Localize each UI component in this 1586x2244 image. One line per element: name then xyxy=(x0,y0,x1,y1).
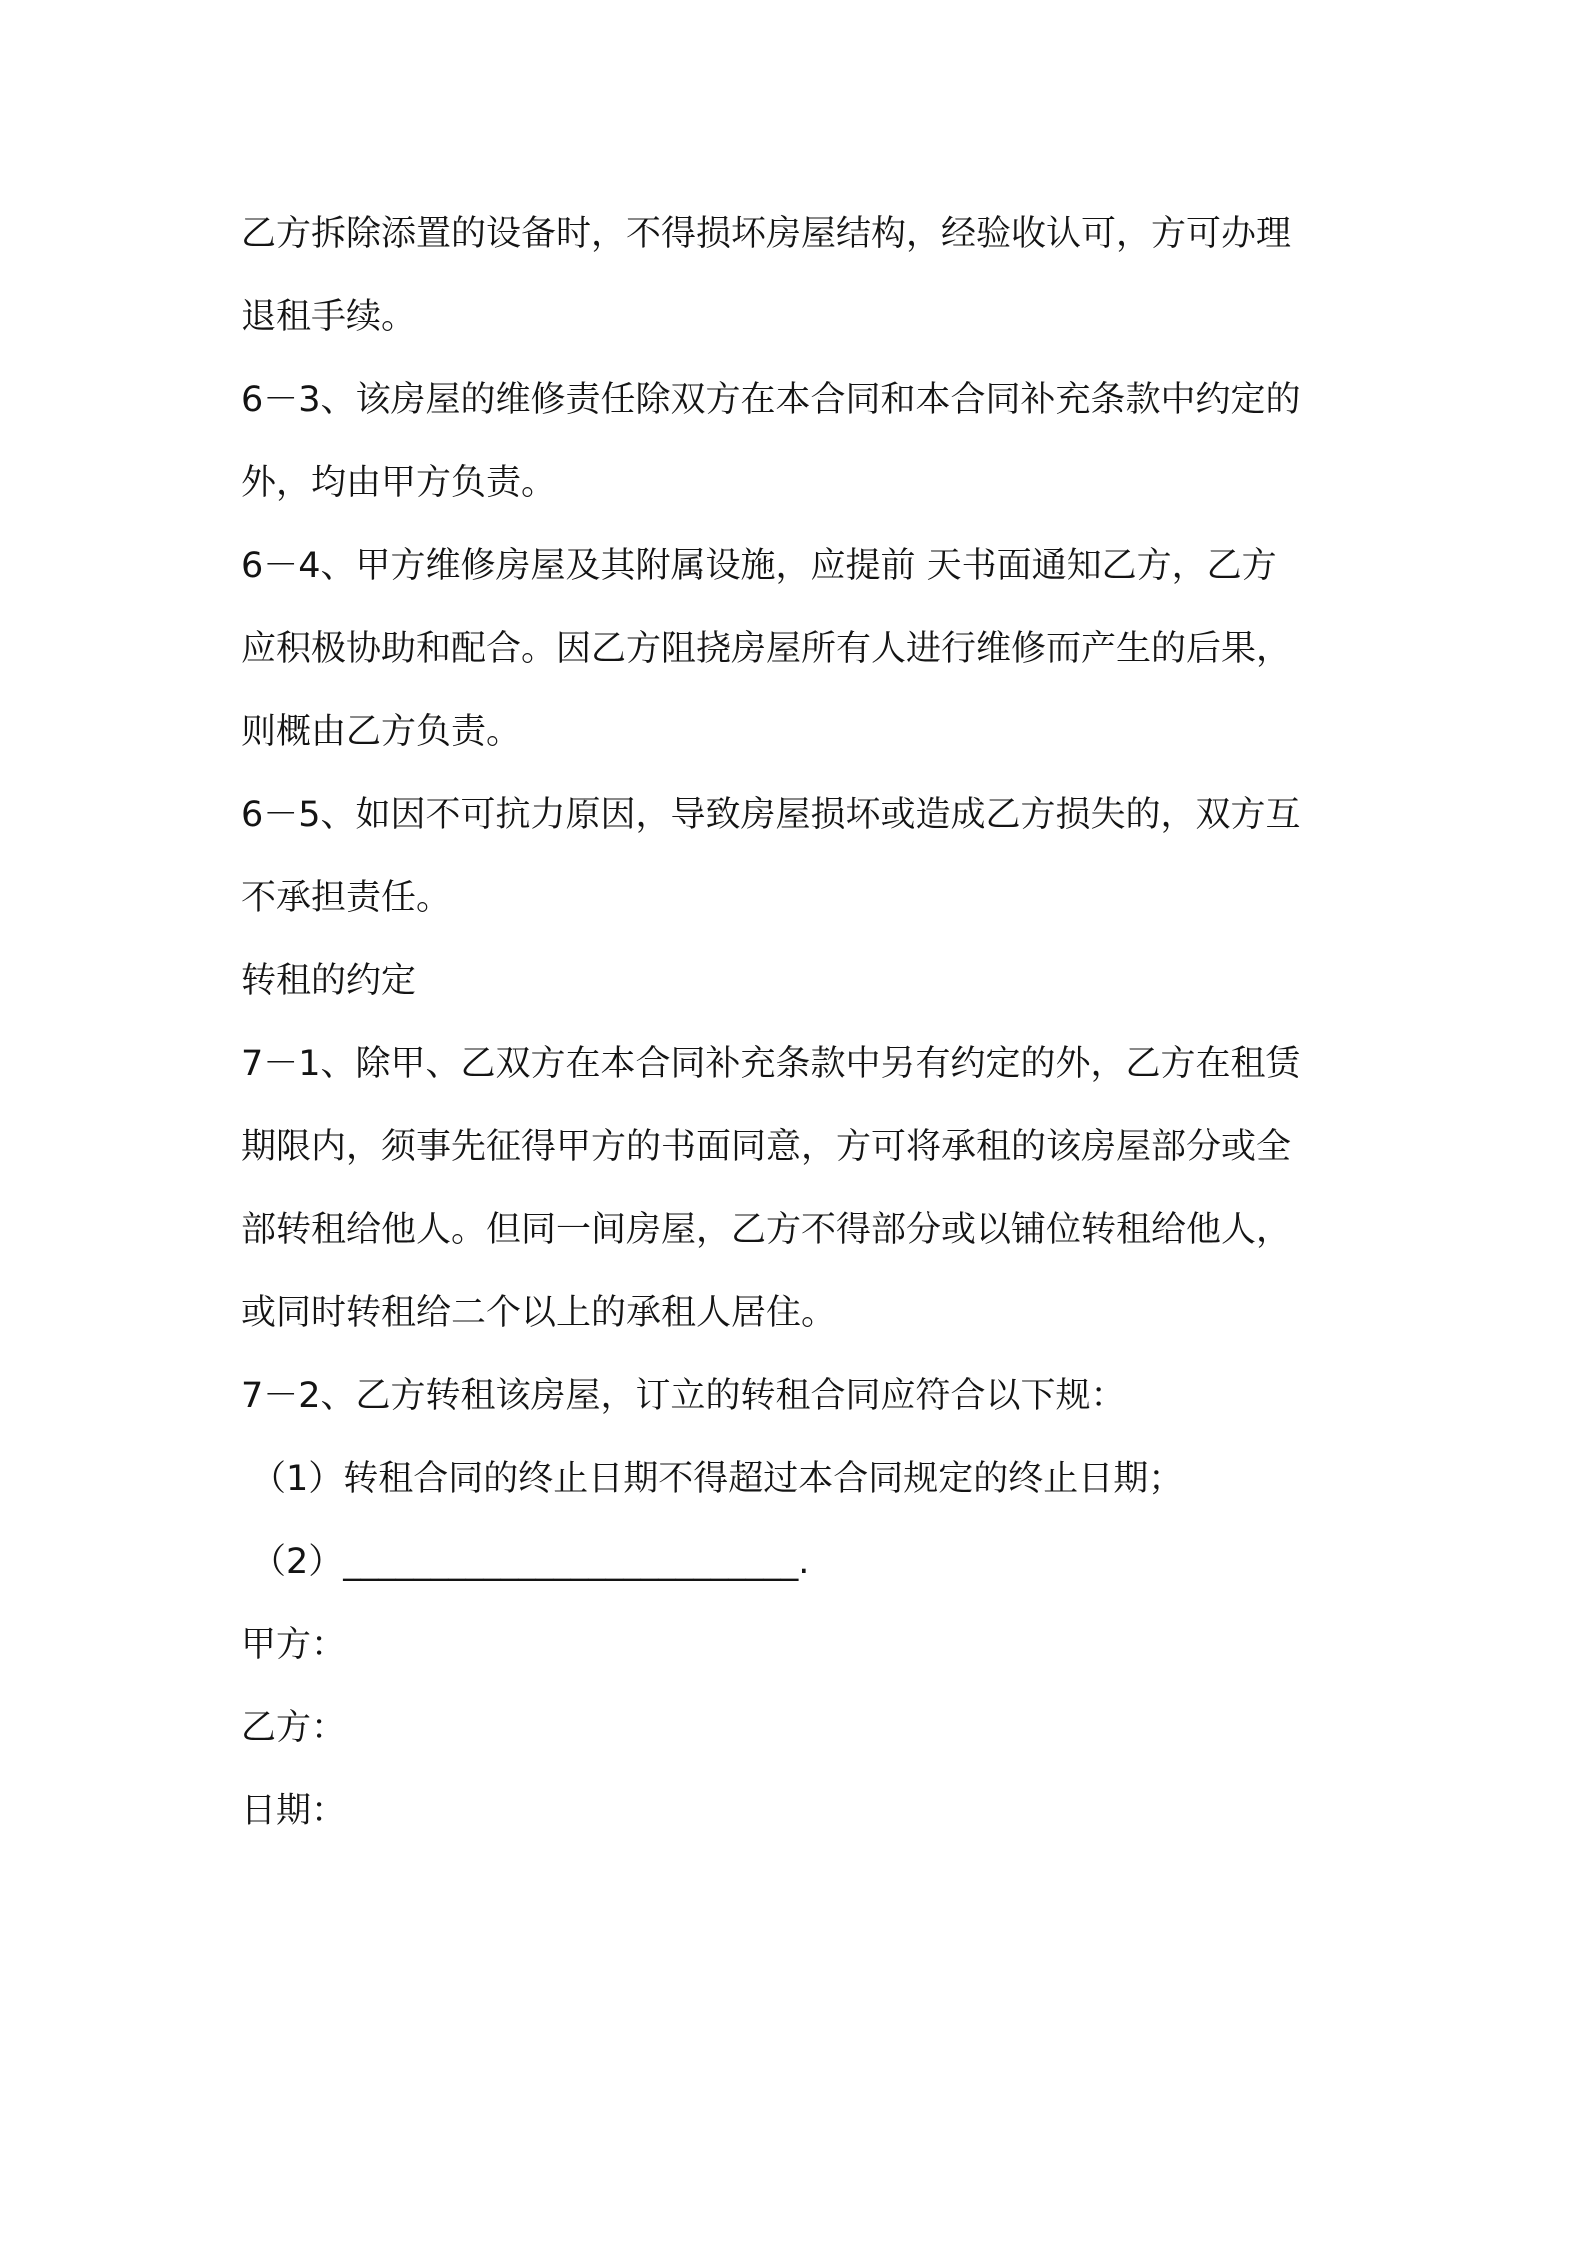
clause-7-1-line: 7－1、除甲、乙双方在本合同补充条款中另有约定的外，乙方在租赁 xyxy=(241,1044,1301,1084)
clause-7-1-line: 或同时转租给二个以上的承租人居住。 xyxy=(241,1293,837,1333)
clause-6-4-line: 则概由乙方负责。 xyxy=(241,712,522,752)
paragraph-line: 退租手续。 xyxy=(241,297,417,337)
clause-7-1-line: 部转租给他人。但同一间房屋，乙方不得部分或以铺位转租给他人， xyxy=(241,1210,1292,1250)
clause-6-5-line: 6－5、如因不可抗力原因，导致房屋损坏或造成乙方损失的，双方互 xyxy=(241,795,1301,835)
clause-6-3-line: 6－3、该房屋的维修责任除双方在本合同和本合同补充条款中约定的 xyxy=(241,380,1301,420)
party-a-label: 甲方： xyxy=(241,1625,347,1665)
clause-6-3-line: 外，均由甲方负责。 xyxy=(241,463,557,503)
clause-6-5-line: 不承担责任。 xyxy=(241,878,452,918)
clause-7-1-line: 期限内，须事先征得甲方的书面同意，方可将承租的该房屋部分或全 xyxy=(241,1127,1292,1167)
clause-6-4-line: 6－4、甲方维修房屋及其附属设施，应提前 天书面通知乙方，乙方 xyxy=(241,546,1277,586)
paragraph-line: 乙方拆除添置的设备时，不得损坏房屋结构，经验收认可，方可办理 xyxy=(241,214,1292,254)
document-body xyxy=(241,193,1361,1853)
clause-6-4-line: 应积极协助和配合。因乙方阻挠房屋所有人进行维修而产生的后果， xyxy=(241,629,1292,669)
party-b-label: 乙方： xyxy=(241,1708,347,1748)
clause-7-2-line: 7－2、乙方转租该房屋，订立的转租合同应符合以下规： xyxy=(241,1376,1126,1416)
sub-clause-1: （1）转租合同的终止日期不得超过本合同规定的终止日期； xyxy=(251,1459,1184,1499)
date-label: 日期： xyxy=(241,1791,347,1831)
sub-clause-2-blank: （2）__________________________. xyxy=(251,1542,810,1582)
section-heading: 转租的约定 xyxy=(241,961,417,1001)
